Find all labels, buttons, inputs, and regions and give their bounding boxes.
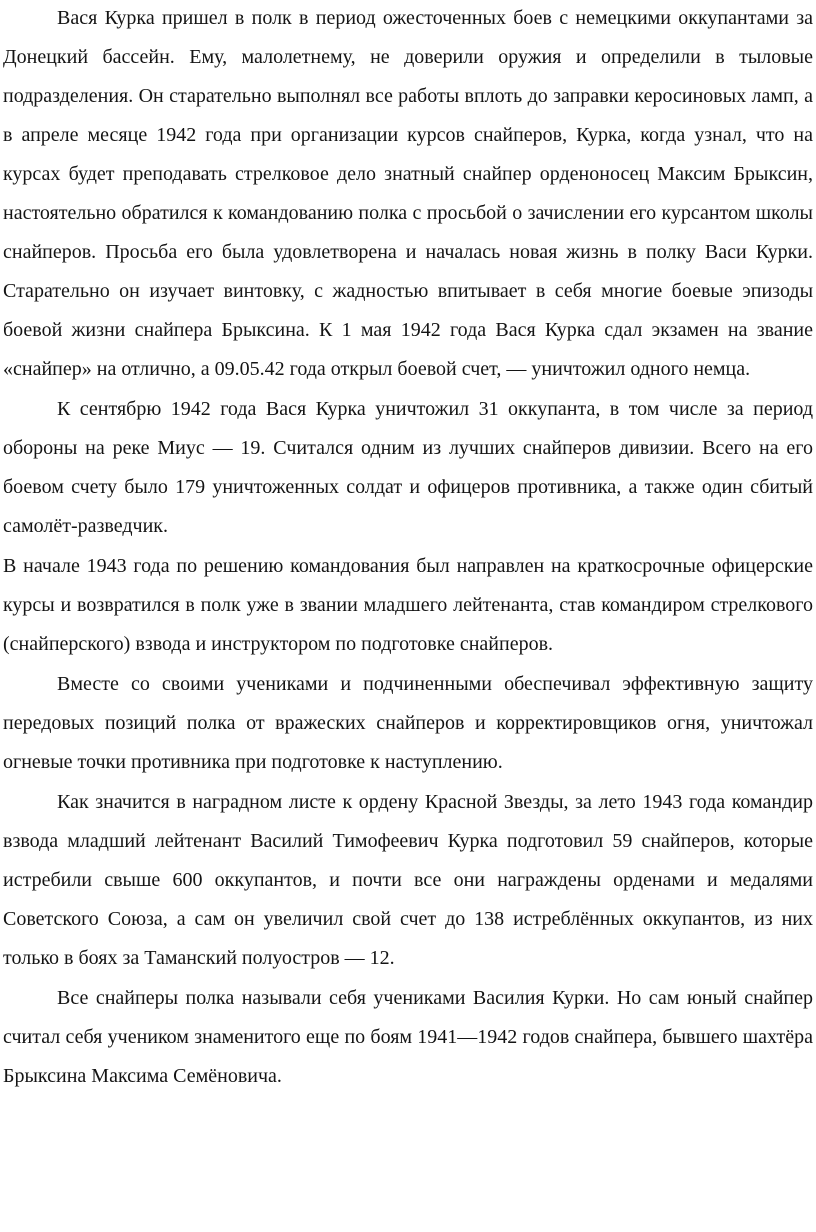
paragraph-5: Как значится в наградном листе к ордену Красной Звезды, за лето 1943 года командир взвода младший лейтенант Василий Тимофеевич Курка подготовил 59 снайперов, которые истребили свыше 600 оккупантов, и почти все они награждены орденами и медалями Советского Союза, а сам он увеличил свой счет до 138 истреблённых оккупантов, из них только в боях за Таманский полуостров — 12. [3, 791, 813, 969]
paragraph-1: Вася Курка пришел в полк в период ожесточенных боев с немецкими оккупантами за Донецкий бассейн. Ему, малолетнему, не доверили оружия и определили в тыловые подразделения. Он старательно выполнял все работы вплоть до заправки керосиновых ламп, а в апреле месяце 1942 года при организации курсов снайперов, Курка, когда узнал, что на курсах будет преподавать стрелковое дело знатный снайпер орденоносец Максим Брыксин, настоятельно обратился к командованию полка с просьбой о зачислении его курсантом школы снайперов. Просьба его была удовлетворена и началась новая жизнь в полку Васи Курки. Старательно он изучает винтовку, с жадностью впитывает в себя многие боевые эпизоды боевой жизни снайпера Брыксина. К 1 мая 1942 года Вася Курка сдал экзамен на звание «снайпер» на отлично, а 09.05.42 года открыл боевой счет, — уничтожил одного немца. [3, 7, 813, 380]
paragraph-4: Вместе со своими учениками и подчиненными обеспечивал эффективную защиту передовых позиций полка от вражеских снайперов и корректировщиков огня, уничтожал огневые точки противника при подготовке к наступлению. [3, 673, 813, 773]
paragraph-6: Все снайперы полка называли себя учениками Василия Курки. Но сам юный снайпер считал себя учеником знаменитого еще по боям 1941—1942 годов снайпера, бывшего шахтёра Брыксина Максима Семёновича. [3, 987, 813, 1087]
paragraph-2: К сентябрю 1942 года Вася Курка уничтожил 31 оккупанта, в том числе за период обороны на реке Миус — 19. Считался одним из лучших снайперов дивизии. Всего на его боевом счету было 179 уничтоженных солдат и офицеров противника, а также один сбитый самолёт-разведчик. [3, 398, 813, 537]
paragraph-3: В начале 1943 года по решению командования был направлен на краткосрочные офицерские курсы и возвратился в полк уже в звании младшего лейтенанта, став командиром стрелкового (снайперского) взвода и инструктором по подготовке снайперов. [3, 555, 813, 655]
